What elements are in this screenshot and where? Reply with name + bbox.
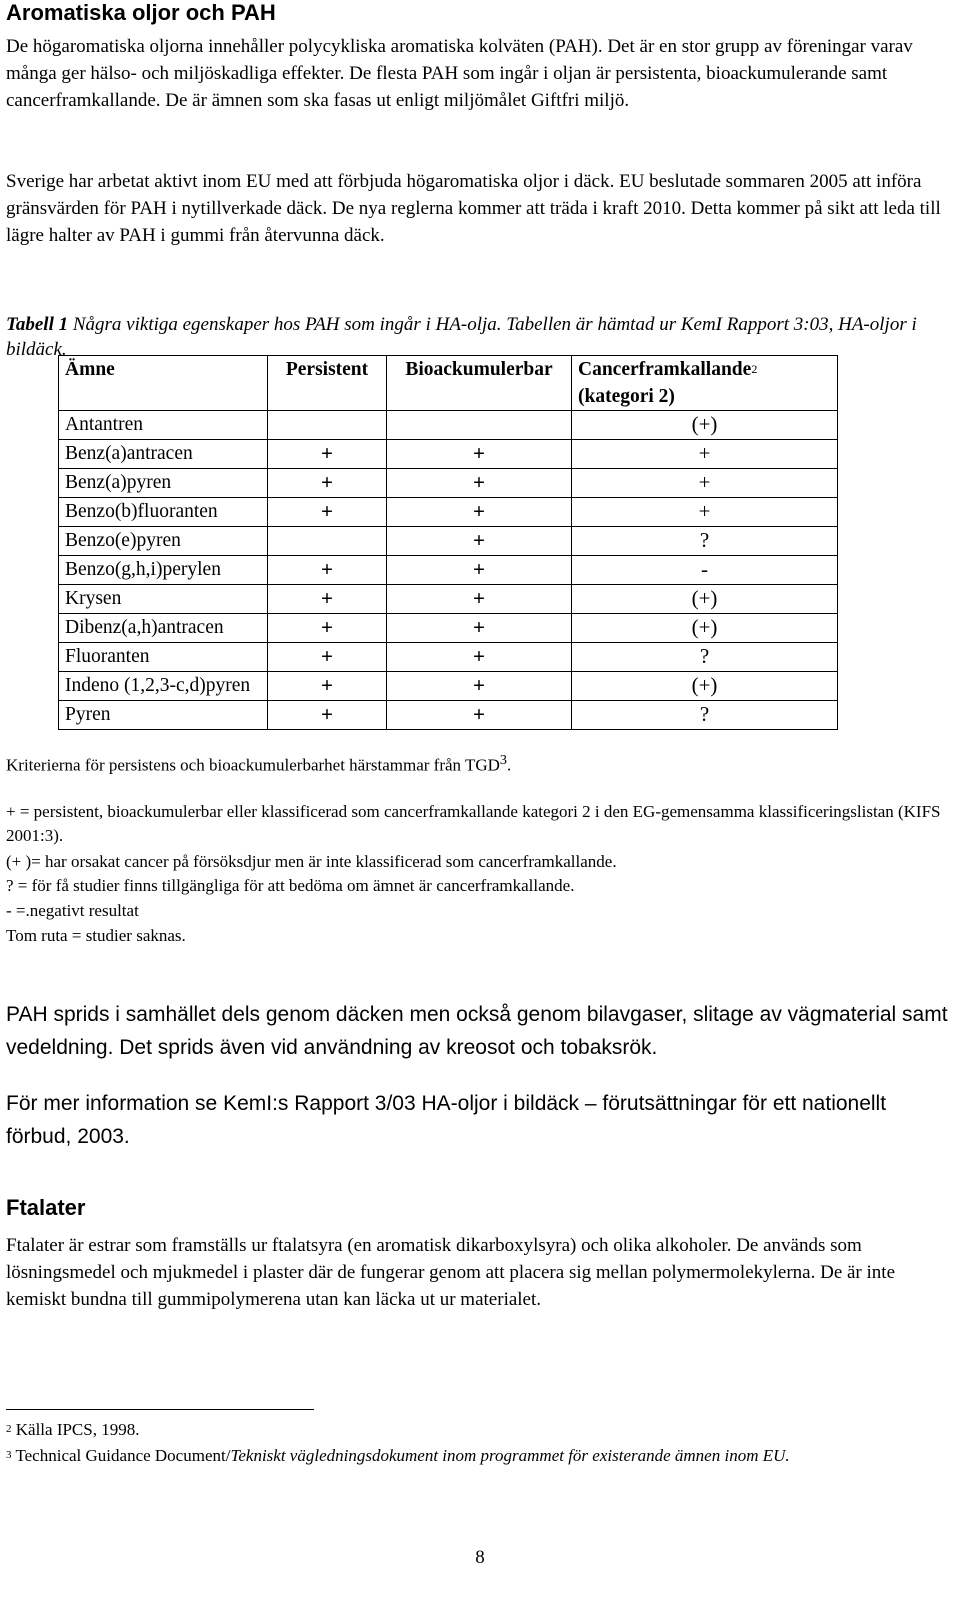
criteria-text: Kriterierna för persistens och bioackumulerbarhet härstammar från TGD <box>6 755 500 775</box>
cell-cancerframkallande: (+) <box>572 672 838 701</box>
cell-cancerframkallande: (+) <box>572 614 838 643</box>
legend-parenthesis-plus: (+ )= har orsakat cancer på försöksdjur men är inte klassificerad som cancerframkallande. <box>6 852 617 871</box>
cell-cancerframkallande: ? <box>572 527 838 556</box>
cell-cancerframkallande: - <box>572 556 838 585</box>
paragraph-pah-eu: Sverige har arbetat aktivt inom EU med att förbjuda högaromatiska oljor i däck. EU beslutade sommaren 2005 att införa gränsvärden för PAH i nytillverkade däck. De nya reglerna kommer att träda i kraft 2010. Detta kommer på sikt att leda till lägre halter av PAH i gummi från återvunna däck. <box>6 171 941 246</box>
cell-bioackumulerbar: + <box>387 440 572 469</box>
cell-substance: Benz(a)antracen <box>59 440 268 469</box>
cell-bioackumulerbar: + <box>387 556 572 585</box>
cell-substance: Pyren <box>59 701 268 730</box>
table-header-row <box>59 356 838 411</box>
table-row <box>59 411 838 440</box>
footnote-2 <box>6 1418 954 1441</box>
cell-persistent: + <box>268 701 387 730</box>
cell-cancerframkallande: + <box>572 440 838 469</box>
cell-bioackumulerbar: + <box>387 701 572 730</box>
footnote-2-number: 2 <box>6 1423 12 1435</box>
cell-bioackumulerbar: + <box>387 527 572 556</box>
cell-persistent <box>268 411 387 440</box>
cell-bioackumulerbar: + <box>387 585 572 614</box>
criteria-footnote-ref: 3 <box>499 752 507 768</box>
cell-substance: Benzo(g,h,i)perylen <box>59 556 268 585</box>
header-kategori: (kategori 2) <box>578 386 675 407</box>
table-row <box>59 643 838 672</box>
header-cancer-label: Cancerframkallande <box>578 359 752 380</box>
header-persistent: Persistent <box>268 356 387 411</box>
cell-cancerframkallande: + <box>572 498 838 527</box>
cell-cancerframkallande: (+) <box>572 585 838 614</box>
cell-bioackumulerbar: + <box>387 469 572 498</box>
header-bioackumulerbar: Bioackumulerbar <box>387 356 572 411</box>
table-row <box>59 440 838 469</box>
footnote-3 <box>6 1444 954 1467</box>
header-amne: Ämne <box>59 356 268 411</box>
paragraph-pah-spread: PAH sprids i samhället dels genom däcken men också genom bilavgaser, slitage av vägmaterial samt vedeldning. Det sprids även vid användning av kreosot och tobaksrök. <box>6 1003 948 1059</box>
legend-question: ? = för få studier finns tillgängliga för att bedöma om ämnet är cancerframkallande. <box>6 876 575 895</box>
section-heading-ftalater: Ftalater <box>6 1195 86 1220</box>
section-heading-pah: Aromatiska oljor och PAH <box>6 0 276 25</box>
table-row <box>59 585 838 614</box>
cell-persistent: + <box>268 440 387 469</box>
cell-persistent: + <box>268 672 387 701</box>
header-cancerframkallande <box>572 356 838 411</box>
cell-cancerframkallande: (+) <box>572 411 838 440</box>
table-row <box>59 672 838 701</box>
cell-bioackumulerbar: + <box>387 614 572 643</box>
cell-persistent: + <box>268 614 387 643</box>
header-footnote-ref: 2 <box>751 362 758 376</box>
cell-cancerframkallande: ? <box>572 701 838 730</box>
cell-cancerframkallande: ? <box>572 643 838 672</box>
cell-substance: Indeno (1,2,3-c,d)pyren <box>59 672 268 701</box>
cell-bioackumulerbar <box>387 411 572 440</box>
cell-cancerframkallande: + <box>572 469 838 498</box>
table-row <box>59 527 838 556</box>
table-body <box>59 411 838 730</box>
table-row <box>59 614 838 643</box>
cell-substance: Benz(a)pyren <box>59 469 268 498</box>
paragraph-pah-intro: De högaromatiska oljorna innehåller polycykliska aromatiska kolväten (PAH). Det är en stor grupp av föreningar varav många ger hälso- och miljöskadliga effekter. De flesta PAH som ingår i oljan är persistenta, bioackumulerande samt cancerframkallande. De är ämnen som ska fasas ut enligt miljömålet Giftfri miljö. <box>6 36 913 111</box>
footnote-3-text: Technical Guidance Document/ <box>11 1446 231 1465</box>
cell-persistent: + <box>268 469 387 498</box>
cell-substance: Dibenz(a,h)antracen <box>59 614 268 643</box>
legend-empty: Tom ruta = studier saknas. <box>6 926 186 945</box>
table-row <box>59 469 838 498</box>
paragraph-more-info: För mer information se KemI:s Rapport 3/03 HA-oljor i bildäck – förutsättningar för ett nationellt förbud, 2003. <box>6 1092 887 1148</box>
cell-substance: Benzo(e)pyren <box>59 527 268 556</box>
criteria-note: Kriterierna för persistens och bioackumulerbarhet härstammar från TGD$^3$. <box>6 752 512 775</box>
cell-persistent: + <box>268 585 387 614</box>
cell-bioackumulerbar: + <box>387 672 572 701</box>
cell-persistent: + <box>268 556 387 585</box>
legend-minus: - =.negativt resultat <box>6 901 139 920</box>
cell-substance: Fluoranten <box>59 643 268 672</box>
cell-substance: Benzo(b)fluoranten <box>59 498 268 527</box>
table-caption-text: Några viktiga egenskaper hos PAH som ingår i HA-olja. Tabellen är hämtad ur KemI Rapport 3:03, HA-oljor i bildäck. <box>6 314 917 360</box>
footnote-2-text: Källa IPCS, 1998. <box>11 1420 140 1439</box>
paragraph-ftalater: Ftalater är estrar som framställs ur ftalatsyra (en aromatisk dikarboxylsyra) och olika alkoholer. De används som lösningsmedel och mjukmedel i plaster där de fungerar genom att placera sig mellan polymermolekylerna. De är inte kemiskt bundna till gummipolymerena utan kan läcka ut ur materialet. <box>6 1235 896 1310</box>
table-caption-label: Tabell 1 <box>6 314 69 335</box>
table-row <box>59 498 838 527</box>
table-row <box>59 556 838 585</box>
cell-bioackumulerbar: + <box>387 643 572 672</box>
pah-properties-table <box>58 355 838 730</box>
table-row <box>59 701 838 730</box>
legend-plus: + = persistent, bioackumulerbar eller klassificerad som cancerframkallande kategori 2 i den EG-gemensamma klassificeringslistan (KIFS 2001:3). <box>6 802 941 845</box>
footnote-divider <box>6 1409 314 1410</box>
cell-persistent: + <box>268 498 387 527</box>
cell-substance: Antantren <box>59 411 268 440</box>
cell-persistent: + <box>268 643 387 672</box>
footnote-3-number: 3 <box>6 1449 12 1461</box>
cell-bioackumulerbar: + <box>387 498 572 527</box>
footnote-3-italic: Tekniskt vägledningsdokument inom programmet för existerande ämnen inom EU. <box>230 1446 790 1465</box>
cell-substance: Krysen <box>59 585 268 614</box>
cell-persistent <box>268 527 387 556</box>
page-number: 8 <box>475 1547 485 1568</box>
